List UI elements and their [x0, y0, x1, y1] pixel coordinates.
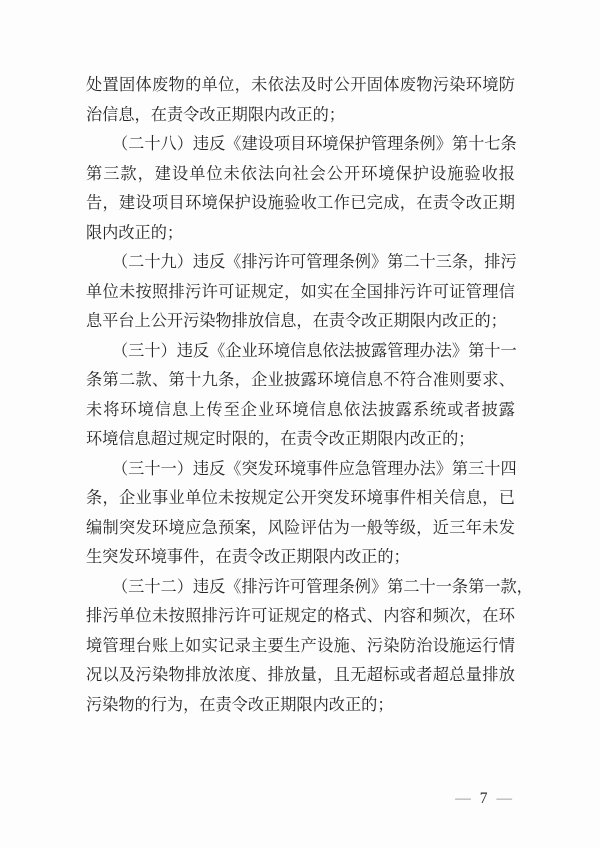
document-body — [86, 71, 533, 720]
footer-left-dash: — — [455, 790, 471, 807]
text-line: 况以及污染物排放浓度、排放量，且无超标或者超总量排放 — [86, 666, 515, 684]
text-line: 治信息，在责令改正期限内改正的； — [86, 105, 345, 124]
text-line: （三十）违反《企业环境信息依法披露管理办法》第十一 — [112, 341, 517, 360]
text-line: 污染物的行为，在责令改正期限内改正的； — [86, 695, 394, 714]
text-line: 处置固体废物的单位，未依法及时公开固体废物污染环境防 — [86, 76, 515, 94]
text-line: （二十九）违反《排污许可管理条例》第二十三条，排污 — [112, 253, 517, 271]
text-line: （三十二）违反《排污许可管理条例》第二十一条第一款， — [112, 577, 533, 596]
text-line: 生突发环境事件，在责令改正期限内改正的； — [86, 548, 410, 566]
text-line: 境管理台账上如实记录主要生产设施、污染防治设施运行情 — [86, 636, 515, 655]
footer-right-dash: — — [496, 790, 512, 807]
text-line: 息平台上公开污染物排放信息，在责令改正期限内改正的； — [86, 312, 507, 330]
text-line: 限内改正的； — [86, 223, 184, 242]
text-line: 单位未按照排污许可证规定，如实在全国排污许可证管理信 — [86, 282, 515, 301]
text-line: 第三款，建设单位未依法向社会公开环境保护设施验收报 — [86, 164, 515, 183]
text-line: 告，建设项目环境保护设施验收工作已完成，在责令改正期 — [86, 194, 515, 212]
text-line: 未将环境信息上传至企业环境信息依法披露系统或者披露 — [86, 400, 515, 419]
text-line: （三十一）违反《突发环境事件应急管理办法》第三十四 — [112, 459, 517, 478]
text-line: 环境信息超过规定时限的，在责令改正期限内改正的； — [86, 430, 475, 448]
text-line: 条，企业事业单位未按规定公开突发环境事件相关信息，已 — [86, 489, 515, 507]
page-number: 7 — [479, 790, 488, 807]
text-line: 条第二款、第十九条，企业披露环境信息不符合准则要求、 — [86, 371, 515, 389]
text-line: 编制突发环境应急预案，风险评估为一般等级，近三年未发 — [86, 518, 515, 537]
page-footer — [455, 789, 512, 809]
text-line: （二十八）违反《建设项目环境保护管理条例》第十七条 — [112, 135, 517, 153]
text-line: 排污单位未按照排污许可证规定的格式、内容和频次，在环 — [86, 607, 515, 625]
